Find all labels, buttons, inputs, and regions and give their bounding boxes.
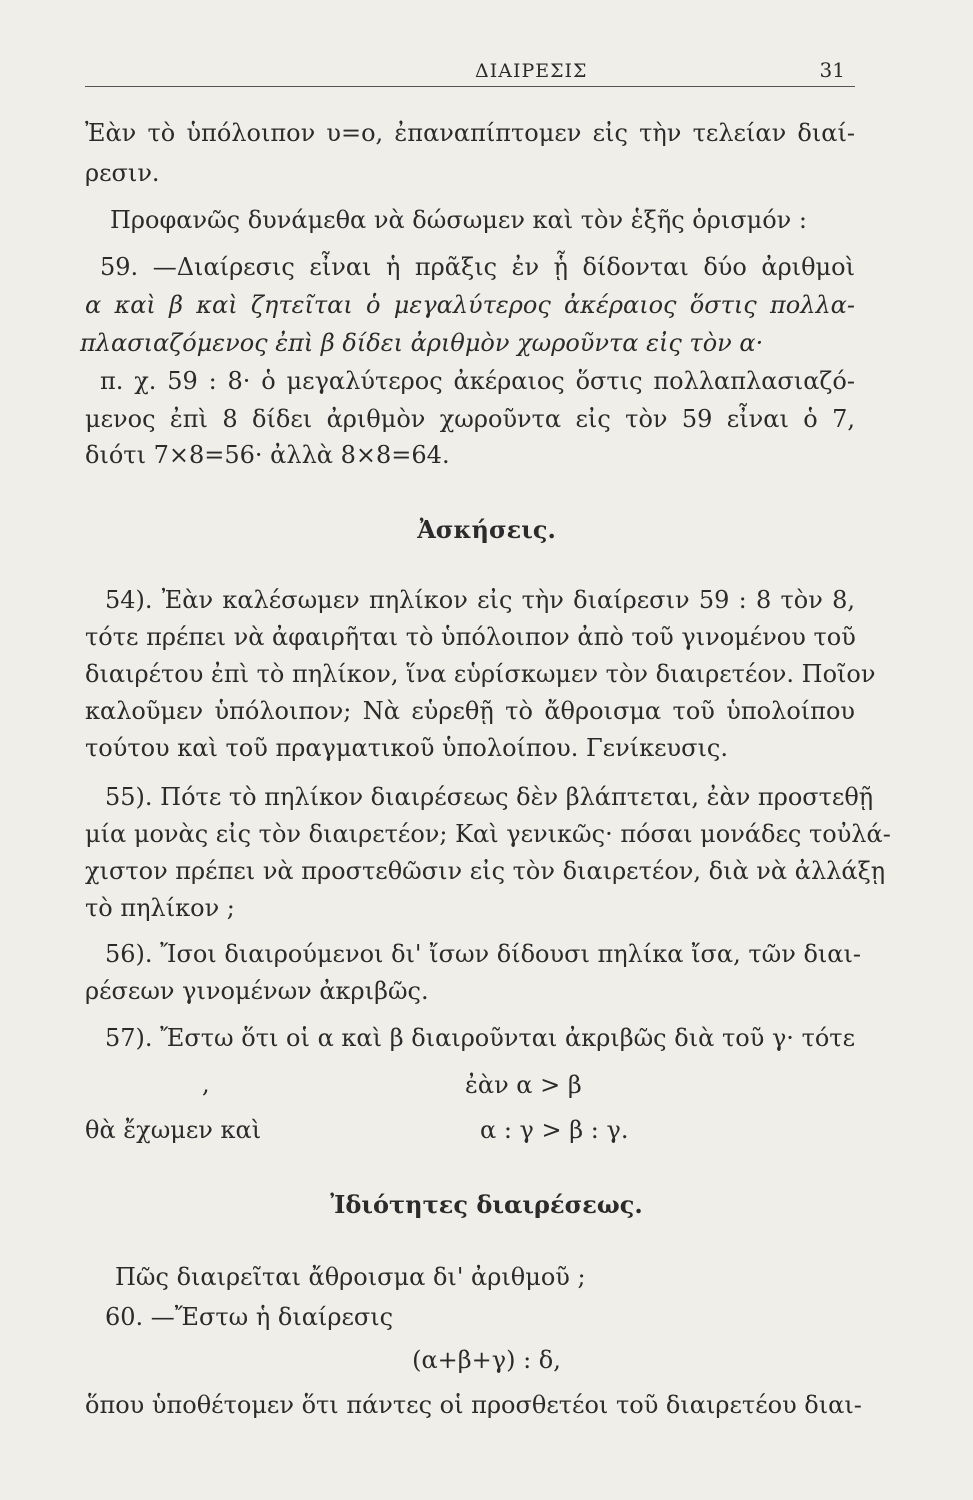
text-line: ὅπου ὑποθέτομεν ὅτι πάντες οἱ προσθετέοι τοῦ διαιρετέου διαι- [85,1391,862,1419]
division-formula: (α+β+γ) : δ, [412,1346,561,1374]
exercise-line: διαιρέτου ἐπὶ τὸ πηλίκον, ἵνα εὑρίσκωμεν τὸν διαιρετέον. Ποῖον [85,660,876,688]
stray-comma-mark: , [202,1070,210,1098]
exercise-line: χιστον πρέπει νὰ προστεθῶσιν εἰς τὸν διαιρετέον, διὰ νὰ ἀλλάξῃ [85,857,886,885]
page-number: 31 [819,58,845,82]
running-title: ΔΙΑΙΡΕΣΙΣ [475,60,588,82]
text-line: ρεσιν. [85,159,160,187]
inequality-line-1: ἐὰν α > β [465,1071,582,1099]
inequality-line-2: α : γ > β : γ. [480,1116,629,1144]
exercise-line: τὸ πηλίκον ; [85,894,235,922]
section-heading-properties: Ἰδιότητες διαιρέσεως. [330,1190,643,1219]
exercise-line: 56). Ἴσοι διαιρούμενοι δι' ἴσων δίδουσι πηλίκα ἴσα, τῶν διαι- [105,940,862,968]
definition-line: 59. —Διαίρεσις εἶναι ἡ πρᾶξις ἐν ᾗ δίδονται δύο ἀριθμοὶ [100,253,855,281]
definition-line: α καὶ β καὶ ζητεῖται ὁ μεγαλύτερος ἀκέραιος ὅστις πολλα- [85,291,855,319]
example-line: π. χ. 59 : 8· ὁ μεγαλύτερος ἀκέραιος ὅστις πολλαπλασιαζό- [100,367,855,395]
exercise-line: 57). Ἔστω ὅτι οἱ α καὶ β διαιροῦνται ἀκριβῶς διὰ τοῦ γ· τότε [105,1024,855,1052]
definition-line: πλασιαζόμενος ἐπὶ β δίδει ἀριθμὸν χωροῦντα εἰς τὸν α· [80,329,764,357]
item-60-line: 60. —Ἔστω ἡ διαίρεσις [105,1303,394,1331]
exercise-line: μία μονὰς εἰς τὸν διαιρετέον; Καὶ γενικῶς· πόσαι μονάδες τοὐλά- [85,820,891,848]
exercise-line: ρέσεων γινομένων ἀκριβῶς. [85,977,429,1005]
inequality-lead: θὰ ἔχωμεν καὶ [85,1116,262,1144]
example-line: μενος ἐπὶ 8 δίδει ἀριθμὸν χωροῦντα εἰς τὸν 59 εἶναι ὁ 7, [85,405,855,433]
question-line: Πῶς διαιρεῖται ἄθροισμα δι' ἀριθμοῦ ; [115,1263,586,1291]
page-header [85,58,855,87]
text-line: Ἐὰν τὸ ὑπόλοιπον υ=ο, ἐπαναπίπτομεν εἰς τὴν τελείαν διαί- [85,119,855,147]
text-line: Προφανῶς δυνάμεθα νὰ δώσωμεν καὶ τὸν ἑξῆς ὁρισμόν : [110,206,807,234]
exercise-line: καλοῦμεν ὑπόλοιπον; Νὰ εὑρεθῇ τὸ ἄθροισμα τοῦ ὑπολοίπου [85,697,855,725]
exercise-line: τούτου καὶ τοῦ πραγματικοῦ ὑπολοίπου. Γενίκευσις. [85,734,728,762]
example-line: διότι 7×8=56· ἀλλὰ 8×8=64. [85,441,450,469]
exercise-line: 54). Ἐὰν καλέσωμεν πηλίκον εἰς τὴν διαίρεσιν 59 : 8 τὸν 8, [105,586,855,614]
exercise-line: 55). Πότε τὸ πηλίκον διαιρέσεως δὲν βλάπτεται, ἐὰν προστεθῇ [105,783,874,811]
section-heading-exercises: Ἀσκήσεις. [417,515,556,544]
exercise-line: τότε πρέπει νὰ ἀφαιρῆται τὸ ὑπόλοιπον ἀπὸ τοῦ γινομένου τοῦ [85,623,856,651]
